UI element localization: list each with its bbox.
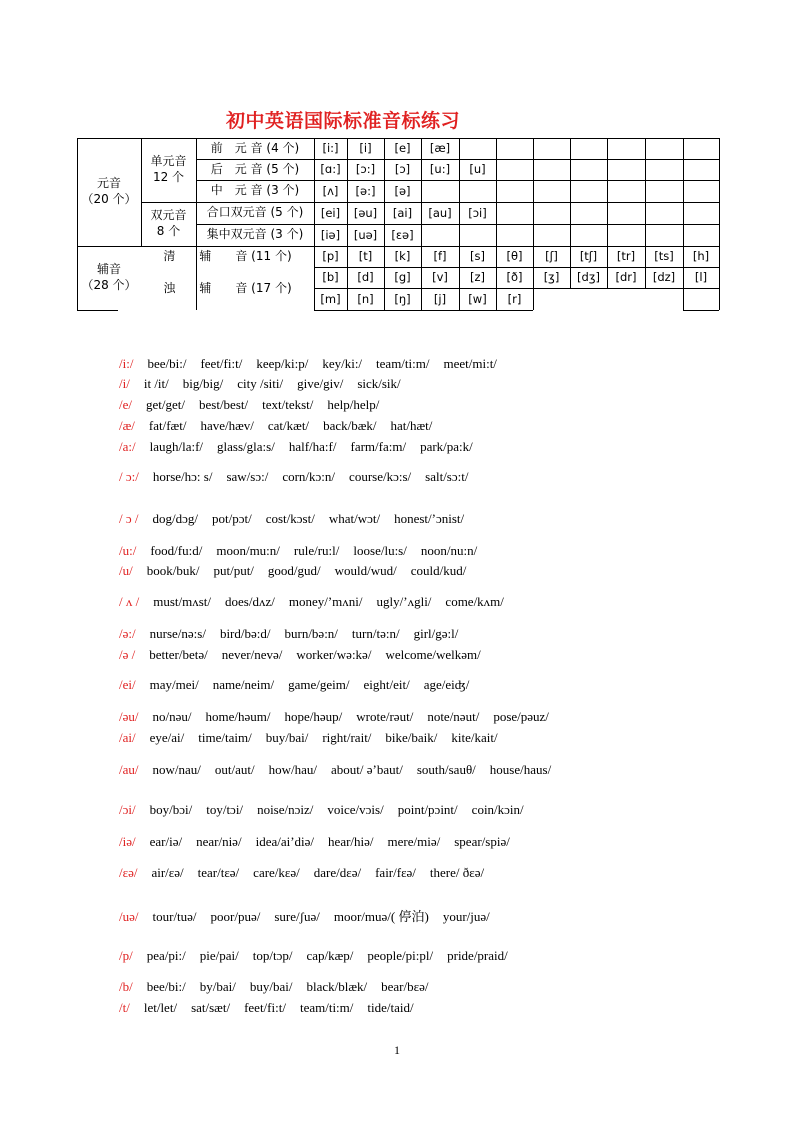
phoneme-symbol: /ə:/ xyxy=(119,626,136,641)
example-word: time/taim/ xyxy=(198,730,252,745)
example-word: coin/kɔin/ xyxy=(471,802,524,817)
practice-row xyxy=(119,948,508,964)
example-word: pot/pɔt/ xyxy=(212,511,252,526)
example-word: hat/hæt/ xyxy=(390,418,433,433)
phonetic-symbol-cell: [e] xyxy=(394,141,411,156)
example-word: home/həum/ xyxy=(205,709,271,724)
phonetic-symbol-cell: [d] xyxy=(357,270,374,285)
example-word: come/kʌm/ xyxy=(445,594,504,609)
practice-row xyxy=(119,376,401,392)
example-word: sure/ʃuə/ xyxy=(274,909,320,924)
example-word: pie/pai/ xyxy=(199,948,239,963)
example-word: idea/ai’diə/ xyxy=(255,834,315,849)
example-word: rule/ru:l/ xyxy=(293,543,340,558)
phoneme-symbol: /e/ xyxy=(119,397,132,412)
example-word: could/kud/ xyxy=(410,563,467,578)
table-border-bottom xyxy=(77,310,118,311)
phonetic-symbol-cell: [g] xyxy=(394,270,411,285)
monophthongs-count: 12 个 xyxy=(152,170,185,184)
phoneme-symbol: /ei/ xyxy=(119,677,136,692)
example-word: put/put/ xyxy=(213,563,254,578)
phoneme-symbol: /εə/ xyxy=(119,865,138,880)
example-word: food/fu:d/ xyxy=(150,543,203,558)
centering-diphthongs-label: 集中双元音 (3 个) xyxy=(206,227,304,242)
example-word: fat/fæt/ xyxy=(148,418,187,433)
example-word: may/mei/ xyxy=(149,677,199,692)
monophthongs-label: 单元音 xyxy=(150,154,187,169)
example-word: game/geim/ xyxy=(288,677,350,692)
example-word: bear/bεə/ xyxy=(381,979,429,994)
example-word: point/pɔint/ xyxy=(397,802,458,817)
phoneme-symbol: /i:/ xyxy=(119,356,134,371)
practice-row xyxy=(119,979,428,995)
practice-row xyxy=(119,1000,414,1016)
example-word: now/nau/ xyxy=(152,762,201,777)
table-border-bottom xyxy=(314,310,533,311)
example-word: money/’mʌni/ xyxy=(288,594,363,609)
example-word: note/nəut/ xyxy=(427,709,480,724)
phoneme-symbol: /ai/ xyxy=(119,730,136,745)
phoneme-symbol: /b/ xyxy=(119,979,133,994)
monophthongs-cell xyxy=(141,138,196,202)
example-word: glass/gla:s/ xyxy=(217,439,275,454)
back-vowels-label: 后 元 音 (5 个) xyxy=(210,161,300,176)
practice-row xyxy=(119,594,504,610)
phonetic-symbol-cell: [u:] xyxy=(429,162,451,177)
example-word: by/bai/ xyxy=(199,979,236,994)
phonetic-symbol-cell: [dr] xyxy=(615,270,637,285)
example-word: tear/tεə/ xyxy=(197,865,240,880)
example-word: ugly/’ʌgli/ xyxy=(376,594,432,609)
example-word: keep/ki:p/ xyxy=(256,356,309,371)
example-word: tour/tuə/ xyxy=(152,909,197,924)
example-word: key/ki:/ xyxy=(322,356,363,371)
example-word: give/giv/ xyxy=(297,376,344,391)
example-word: out/aut/ xyxy=(214,762,255,777)
consonants-label: 辅音 xyxy=(96,262,121,277)
page-number: 1 xyxy=(394,1043,400,1057)
phonetic-symbol-cell: [ə] xyxy=(394,183,411,198)
example-word: wrote/rəut/ xyxy=(356,709,414,724)
phoneme-symbol: /i/ xyxy=(119,376,130,391)
consonants-count: （28 个） xyxy=(81,278,137,292)
phoneme-symbol: /u/ xyxy=(119,563,133,578)
phonetic-symbol-cell: [æ] xyxy=(429,141,451,156)
phonetic-symbol-cell: [t] xyxy=(358,249,373,264)
example-word: hope/həup/ xyxy=(284,709,343,724)
phoneme-symbol: /ə / xyxy=(119,647,136,662)
phonetic-symbol-cell: [εə] xyxy=(391,227,414,242)
example-word: cap/kæp/ xyxy=(306,948,354,963)
phonetic-symbol-cell: [dz] xyxy=(652,270,676,285)
example-word: feet/fi:t/ xyxy=(200,356,243,371)
example-word: age/eiʤ/ xyxy=(423,677,470,692)
practice-row xyxy=(119,511,464,527)
table-border-right xyxy=(719,138,720,310)
phonetic-symbol-cell: [s] xyxy=(470,249,485,264)
example-word: south/sauθ/ xyxy=(416,762,476,777)
example-word: eight/eit/ xyxy=(363,677,410,692)
example-word: near/niə/ xyxy=(196,834,242,849)
phoneme-symbol: /t/ xyxy=(119,1000,130,1015)
practice-row xyxy=(119,356,497,372)
phoneme-symbol: /iə/ xyxy=(119,834,136,849)
phonetic-symbol-cell: [ɔ:] xyxy=(355,162,376,177)
phonetic-symbol-cell: [ʒ] xyxy=(543,270,560,285)
example-word: girl/gə:l/ xyxy=(413,626,459,641)
example-word: poor/puə/ xyxy=(210,909,261,924)
example-word: would/wud/ xyxy=(334,563,397,578)
phonetic-symbol-cell: [z] xyxy=(469,270,485,285)
example-word: dare/dεə/ xyxy=(313,865,362,880)
example-word: feet/fi:t/ xyxy=(244,1000,286,1015)
phonetic-symbol-cell: [ai] xyxy=(392,205,413,220)
practice-row xyxy=(119,469,468,485)
example-word: text/tekst/ xyxy=(262,397,314,412)
example-word: pea/pi:/ xyxy=(146,948,186,963)
phonetic-symbol-cell: [tr] xyxy=(616,249,636,264)
phoneme-symbol: /p/ xyxy=(119,948,133,963)
front-vowels-label: 前 元 音 (4 个) xyxy=(210,140,300,155)
phonetic-symbol-cell: [uə] xyxy=(353,227,378,242)
example-word: help/help/ xyxy=(327,397,380,412)
voiced-consonants-label: 浊 辅 音 (17 个) xyxy=(163,280,292,295)
example-word: bee/bi:/ xyxy=(147,356,187,371)
example-word: better/betə/ xyxy=(149,647,208,662)
example-word: black/blæk/ xyxy=(306,979,368,994)
practice-row xyxy=(119,762,551,778)
example-word: no/nəu/ xyxy=(152,709,192,724)
example-word: corn/kɔ:n/ xyxy=(282,469,336,484)
example-word: tide/taid/ xyxy=(367,1000,414,1015)
phonetic-symbol-cell: [ɔ] xyxy=(394,162,411,177)
phonetic-symbol-cell: [ŋ] xyxy=(394,291,411,306)
example-word: city /siti/ xyxy=(237,376,284,391)
example-word: what/wɔt/ xyxy=(328,511,381,526)
closing-diphthongs-label: 合口双元音 (5 个) xyxy=(206,205,304,220)
practice-row xyxy=(119,802,524,818)
example-word: toy/tɔi/ xyxy=(206,802,244,817)
diphthongs-cell xyxy=(141,202,196,246)
example-word: sick/sik/ xyxy=(357,376,401,391)
example-word: noon/nu:n/ xyxy=(420,543,478,558)
example-word: spear/spiə/ xyxy=(454,834,510,849)
example-word: there/ ðεə/ xyxy=(429,865,485,880)
example-word: buy/bai/ xyxy=(249,979,293,994)
vowels-cell xyxy=(77,138,141,246)
example-word: bird/bə:d/ xyxy=(219,626,271,641)
practice-row xyxy=(119,397,379,413)
example-word: noise/nɔiz/ xyxy=(257,802,314,817)
example-word: farm/fa:m/ xyxy=(350,439,407,454)
example-word: get/get/ xyxy=(146,397,185,412)
phonetic-symbol-cell: [r] xyxy=(507,291,522,306)
voiceless-consonants-label: 清 辅 音 (11 个) xyxy=(163,248,292,263)
example-word: moor/muə/( 停泊) xyxy=(333,909,429,924)
phonetic-symbol-cell: [v] xyxy=(432,270,448,285)
example-word: honest/’ɔnist/ xyxy=(394,511,465,526)
vowels-label: 元音 xyxy=(96,176,121,191)
example-word: sat/sæt/ xyxy=(191,1000,231,1015)
phonetic-symbol-cell: [θ] xyxy=(506,249,523,264)
example-word: nurse/nə:s/ xyxy=(149,626,206,641)
consonants-cell xyxy=(77,246,141,310)
example-word: laugh/la:f/ xyxy=(149,439,204,454)
example-word: moon/mu:n/ xyxy=(216,543,280,558)
example-word: team/ti:m/ xyxy=(376,356,430,371)
phonetic-symbol-cell: [p] xyxy=(322,249,339,264)
example-word: worker/wə:kə/ xyxy=(296,647,372,662)
example-word: your/juə/ xyxy=(442,909,490,924)
practice-row xyxy=(119,543,477,559)
phoneme-symbol: /æ/ xyxy=(119,418,135,433)
example-word: best/best/ xyxy=(199,397,249,412)
example-word: buy/bai/ xyxy=(265,730,309,745)
example-word: pride/praid/ xyxy=(447,948,508,963)
phoneme-symbol: /u:/ xyxy=(119,543,137,558)
example-word: top/tɔp/ xyxy=(252,948,293,963)
example-word: ear/iə/ xyxy=(149,834,183,849)
phoneme-symbol: / ɔ:/ xyxy=(119,469,139,484)
example-word: air/εə/ xyxy=(151,865,184,880)
phoneme-symbol: /a:/ xyxy=(119,439,136,454)
example-word: does/dʌz/ xyxy=(225,594,275,609)
example-word: how/hau/ xyxy=(268,762,317,777)
example-word: name/neim/ xyxy=(212,677,275,692)
phonetic-symbol-table xyxy=(77,138,719,311)
phonetic-symbol-cell: [dʒ] xyxy=(577,270,600,285)
phonetic-symbol-cell: [ʃ] xyxy=(545,249,558,264)
phonetic-symbol-cell: [ʌ] xyxy=(322,183,339,198)
example-word: salt/sɔ:t/ xyxy=(425,469,469,484)
phoneme-symbol: / ʌ / xyxy=(119,594,140,609)
phoneme-symbol: /au/ xyxy=(119,762,139,777)
example-word: voice/vɔis/ xyxy=(327,802,384,817)
phonetic-symbol-cell: [au] xyxy=(428,205,452,220)
example-word: half/ha:f/ xyxy=(288,439,337,454)
example-word: horse/hɔ: s/ xyxy=(152,469,213,484)
example-word: people/pi:pl/ xyxy=(367,948,434,963)
practice-row xyxy=(119,677,469,693)
example-word: eye/ai/ xyxy=(149,730,185,745)
example-word: mere/miə/ xyxy=(387,834,441,849)
phonetic-symbol-cell: [w] xyxy=(468,291,487,306)
practice-row xyxy=(119,865,484,881)
example-word: right/rait/ xyxy=(322,730,372,745)
phonetic-symbol-cell: [tʃ] xyxy=(579,249,598,264)
phonetic-symbol-cell: [ɑ:] xyxy=(320,162,341,177)
example-word: book/buk/ xyxy=(146,563,200,578)
example-word: dog/dɔg/ xyxy=(152,511,198,526)
diphthongs-label: 双元音 xyxy=(150,208,187,223)
example-word: team/ti:m/ xyxy=(299,1000,354,1015)
phonetic-symbol-cell: [ə:] xyxy=(355,183,376,198)
example-word: let/let/ xyxy=(143,1000,178,1015)
phoneme-symbol: / ɔ / xyxy=(119,511,139,526)
practice-row xyxy=(119,563,466,579)
example-word: hear/hiə/ xyxy=(328,834,374,849)
phonetic-symbol-cell: [i] xyxy=(359,141,372,156)
practice-row xyxy=(119,906,490,925)
example-word: course/kɔ:s/ xyxy=(349,469,412,484)
example-word: good/gud/ xyxy=(267,563,321,578)
example-word: cat/kæt/ xyxy=(267,418,310,433)
example-word: about/ ə’baut/ xyxy=(331,762,403,777)
phoneme-symbol: /əu/ xyxy=(119,709,139,724)
example-word: it /it/ xyxy=(143,376,169,391)
practice-row xyxy=(119,709,549,725)
practice-row xyxy=(119,439,473,455)
phonetic-symbol-cell: [ð] xyxy=(506,270,523,285)
phonetic-symbol-cell: [n] xyxy=(357,291,374,306)
example-word: big/big/ xyxy=(182,376,224,391)
example-word: never/nevə/ xyxy=(221,647,283,662)
example-word: loose/lu:s/ xyxy=(353,543,407,558)
phonetic-symbol-cell: [əu] xyxy=(353,205,378,220)
central-vowels-label: 中 元 音 (3 个) xyxy=(210,183,300,198)
example-word: meet/mi:t/ xyxy=(443,356,497,371)
phonetic-symbol-cell: [l] xyxy=(694,270,708,285)
practice-row xyxy=(119,626,458,642)
phonetic-symbol-cell: [ɔi] xyxy=(468,205,487,220)
table-border-bottom xyxy=(683,310,719,311)
example-word: welcome/welkəm/ xyxy=(385,647,481,662)
phonetic-symbol-cell: [j] xyxy=(433,291,447,306)
practice-row xyxy=(119,647,481,663)
example-word: fair/fεə/ xyxy=(375,865,416,880)
phonetic-symbol-cell: [m] xyxy=(320,291,341,306)
example-word: must/mʌst/ xyxy=(153,594,212,609)
page-title: 初中英语国际标准音标练习 xyxy=(226,110,461,132)
example-word: pose/pəuz/ xyxy=(493,709,549,724)
example-word: park/pa:k/ xyxy=(420,439,473,454)
phonetic-symbol-cell: [ei] xyxy=(320,205,341,220)
example-word: kite/kait/ xyxy=(451,730,498,745)
example-word: care/kεə/ xyxy=(253,865,300,880)
example-word: cost/kɔst/ xyxy=(265,511,315,526)
practice-row xyxy=(119,418,432,434)
phonetic-symbol-cell: [i:] xyxy=(322,141,339,156)
example-word: burn/bə:n/ xyxy=(284,626,338,641)
example-word: bike/baik/ xyxy=(385,730,438,745)
phonetic-symbol-cell: [b] xyxy=(322,270,339,285)
phonetic-symbol-cell: [u] xyxy=(469,162,486,177)
phoneme-symbol: /uə/ xyxy=(119,909,139,924)
diphthongs-count: 8 个 xyxy=(156,224,181,238)
example-word: bee/bi:/ xyxy=(146,979,186,994)
practice-row xyxy=(119,730,498,746)
practice-row xyxy=(119,834,510,850)
phoneme-symbol: /ɔi/ xyxy=(119,802,136,817)
example-word: back/bæk/ xyxy=(323,418,377,433)
phonetic-symbol-cell: [iə] xyxy=(320,227,341,242)
example-word: have/hæv/ xyxy=(200,418,254,433)
example-word: saw/sɔ:/ xyxy=(226,469,269,484)
phonetic-symbol-cell: [h] xyxy=(692,249,710,264)
phonetic-symbol-cell: [ts] xyxy=(654,249,674,264)
vowels-count: （20 个） xyxy=(81,192,137,206)
example-word: turn/tə:n/ xyxy=(351,626,400,641)
phonetic-symbol-cell: [k] xyxy=(394,249,411,264)
example-word: boy/bɔi/ xyxy=(149,802,193,817)
phonetic-symbol-cell: [f] xyxy=(433,249,447,264)
example-word: house/haus/ xyxy=(489,762,552,777)
